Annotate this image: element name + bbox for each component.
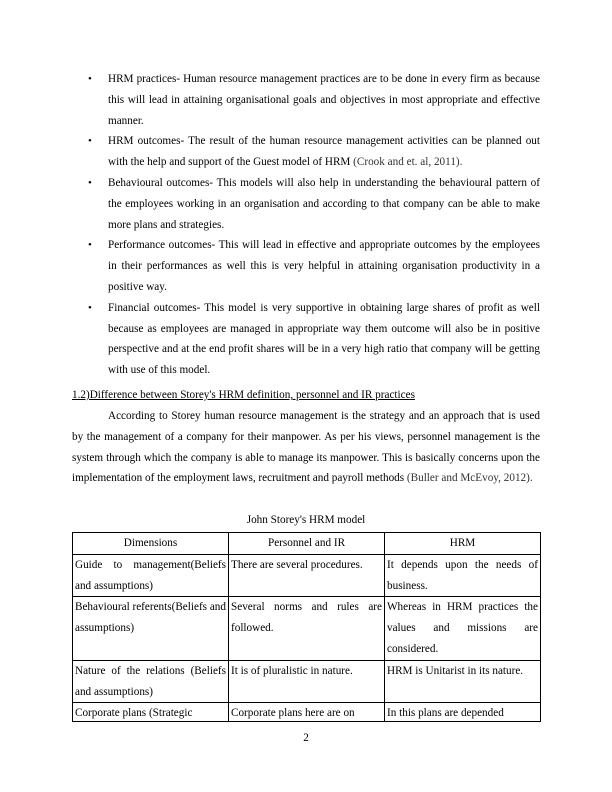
- table-header-row: [73, 533, 541, 555]
- table-cell: [73, 703, 229, 722]
- cell-text: In this plans are depended: [387, 707, 504, 720]
- column-header: Personnel and IR: [229, 533, 385, 555]
- table-row: [73, 597, 541, 660]
- bullet-icon: •: [88, 176, 92, 189]
- table-cell: There are several procedures.: [229, 554, 385, 597]
- table-cell: It depends upon the needs of business.: [385, 554, 541, 597]
- table-cell: Several norms and rules are followed.: [229, 597, 385, 660]
- list-item: [72, 69, 540, 131]
- list-item-text: Performance outcomes- This will lead in effective and appropriate outcomes by the employees in their performances as well this is very helpful in attaining organisation productivity in a positive way.: [108, 239, 540, 293]
- section-paragraph: [72, 406, 540, 489]
- bullet-icon: •: [88, 301, 92, 314]
- table-cell: [385, 703, 541, 722]
- table-row: [73, 703, 541, 722]
- table-row: [73, 660, 541, 703]
- table-cell: Whereas in HRM practices the values and missions are considered.: [385, 597, 541, 660]
- section-heading: 1.2)Difference between Storey's HRM definition, personnel and IR practices: [72, 389, 415, 401]
- cell-text: Corporate plans (Strategic: [75, 707, 193, 720]
- list-item-text: Financial outcomes- This model is very supportive in obtaining large shares of profit as well because as employees are managed in appropriate way them outcome will also be in positive perspective and at the end profit shares will be in a very high ratio that company will be getting with use of this model.: [108, 301, 540, 377]
- list-item-text: HRM practices- Human resource management practices are to be done in every firm as because this will lead in attaining organisational goals and objectives in most appropriate and effective manner.: [108, 73, 540, 127]
- cell-text: Corporate plans here are on: [231, 707, 355, 720]
- hrm-outcomes-list: [72, 69, 540, 381]
- bullet-icon: •: [88, 239, 92, 252]
- table-cell: It is of pluralistic in nature.: [229, 660, 385, 703]
- paragraph-text: According to Storey human resource management is the strategy and an approach that is used by the management of a company for their manpower. As per his views, personnel management is the system through which the company is able to manage its manpower. This is basically concerns upon the implementation of the employment laws, recruitment and payroll methods: [72, 410, 540, 485]
- storey-model-table: [72, 532, 541, 722]
- table-cell: Behavioural referents(Beliefs and assumptions): [73, 597, 229, 660]
- column-header: Dimensions: [73, 533, 229, 555]
- list-item: [72, 298, 540, 381]
- list-item-text: HRM outcomes- The result of the human resource management activities can be planned out with the help and support of the Guest model of HRM: [108, 135, 540, 169]
- table-cell: [229, 703, 385, 722]
- list-item: [72, 173, 540, 235]
- citation: (Buller and McEvoy, 2012).: [406, 472, 533, 485]
- bullet-icon: •: [88, 73, 92, 85]
- list-item: [72, 131, 540, 173]
- bullet-icon: •: [88, 135, 92, 148]
- page-number: 2: [303, 732, 309, 744]
- column-header: HRM: [385, 533, 541, 555]
- list-item-text: Behavioural outcomes- This models will also help in understanding the behavioural pattern of the employees working in an organisation and according to that company can be able to make more plans and strategies.: [108, 176, 540, 231]
- table-caption: John Storey's HRM model: [246, 514, 366, 526]
- table-cell: Guide to management(Beliefs and assumptions): [73, 554, 229, 597]
- list-item: [72, 235, 540, 297]
- table-cell: Nature of the relations (Beliefs and assumptions): [73, 660, 229, 703]
- citation: (Crook and et. al, 2011).: [353, 156, 463, 169]
- table-cell: HRM is Unitarist in its nature.: [385, 660, 541, 703]
- table-row: [73, 554, 541, 597]
